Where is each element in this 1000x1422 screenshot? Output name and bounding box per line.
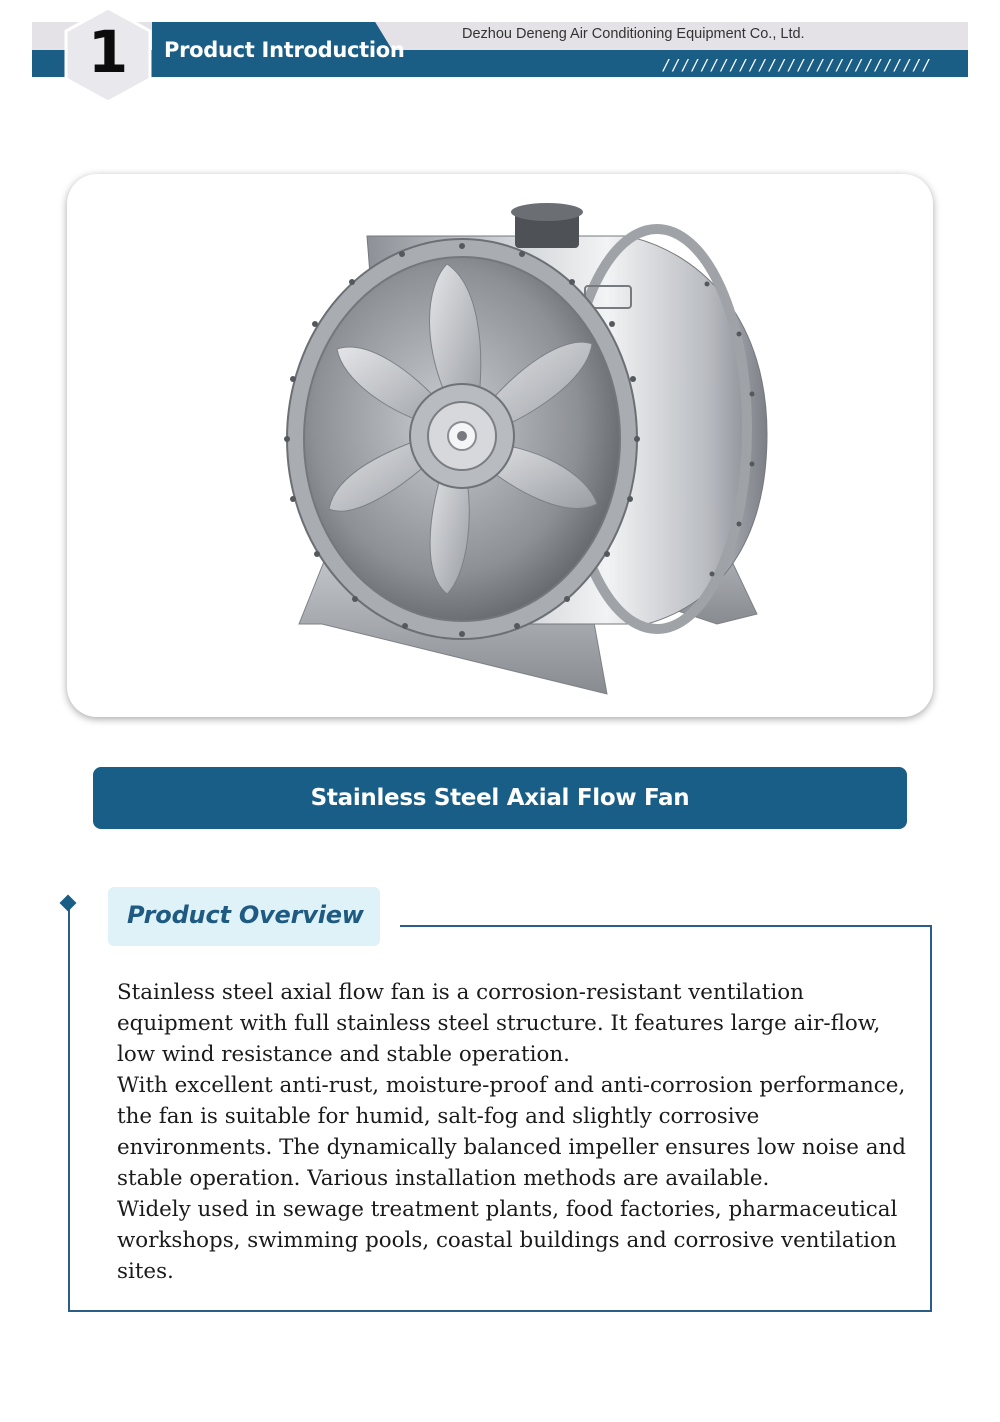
header-decoration: //////////////////////////// <box>662 56 932 74</box>
overview-paragraph: Widely used in sewage treatment plants, food factories, pharmaceutical workshops, swimming pools, coastal buildings and corrosive ventilation sites. <box>117 1197 898 1284</box>
overview-heading: Product Overview <box>127 901 364 929</box>
overview-frame-bottom <box>68 1310 932 1312</box>
section-label: Product Introduction <box>164 38 405 62</box>
product-title: Stainless Steel Axial Flow Fan <box>310 785 690 811</box>
overview-body <box>117 977 907 1287</box>
product-image-card <box>67 174 933 717</box>
company-name: Dezhou Deneng Air Conditioning Equipment Co., Ltd. <box>462 26 805 42</box>
overview-frame-top <box>400 925 932 927</box>
axial-fan-product-photo <box>67 174 933 717</box>
overview-paragraph: With excellent anti-rust, moisture-proof and anti-corrosion performance, the fan is suitable for humid, salt-fog and slightly corrosive environments. The dynamically balanced impeller ensures low noise and stable operation. Various installation methods are available. <box>117 1073 906 1191</box>
overview-paragraph: Stainless steel axial flow fan is a corrosion-resistant ventilation equipment with full stainless steel structure. It features large air-flow, low wind resistance and stable operation. <box>117 980 881 1067</box>
product-title-bar <box>93 767 907 829</box>
section-number: 1 <box>87 18 129 86</box>
overview-frame-right <box>930 925 932 1312</box>
page-header <box>0 0 1000 110</box>
overview-heading-box <box>108 887 380 946</box>
diamond-marker-icon <box>60 895 77 912</box>
overview-frame-left <box>68 905 70 1312</box>
